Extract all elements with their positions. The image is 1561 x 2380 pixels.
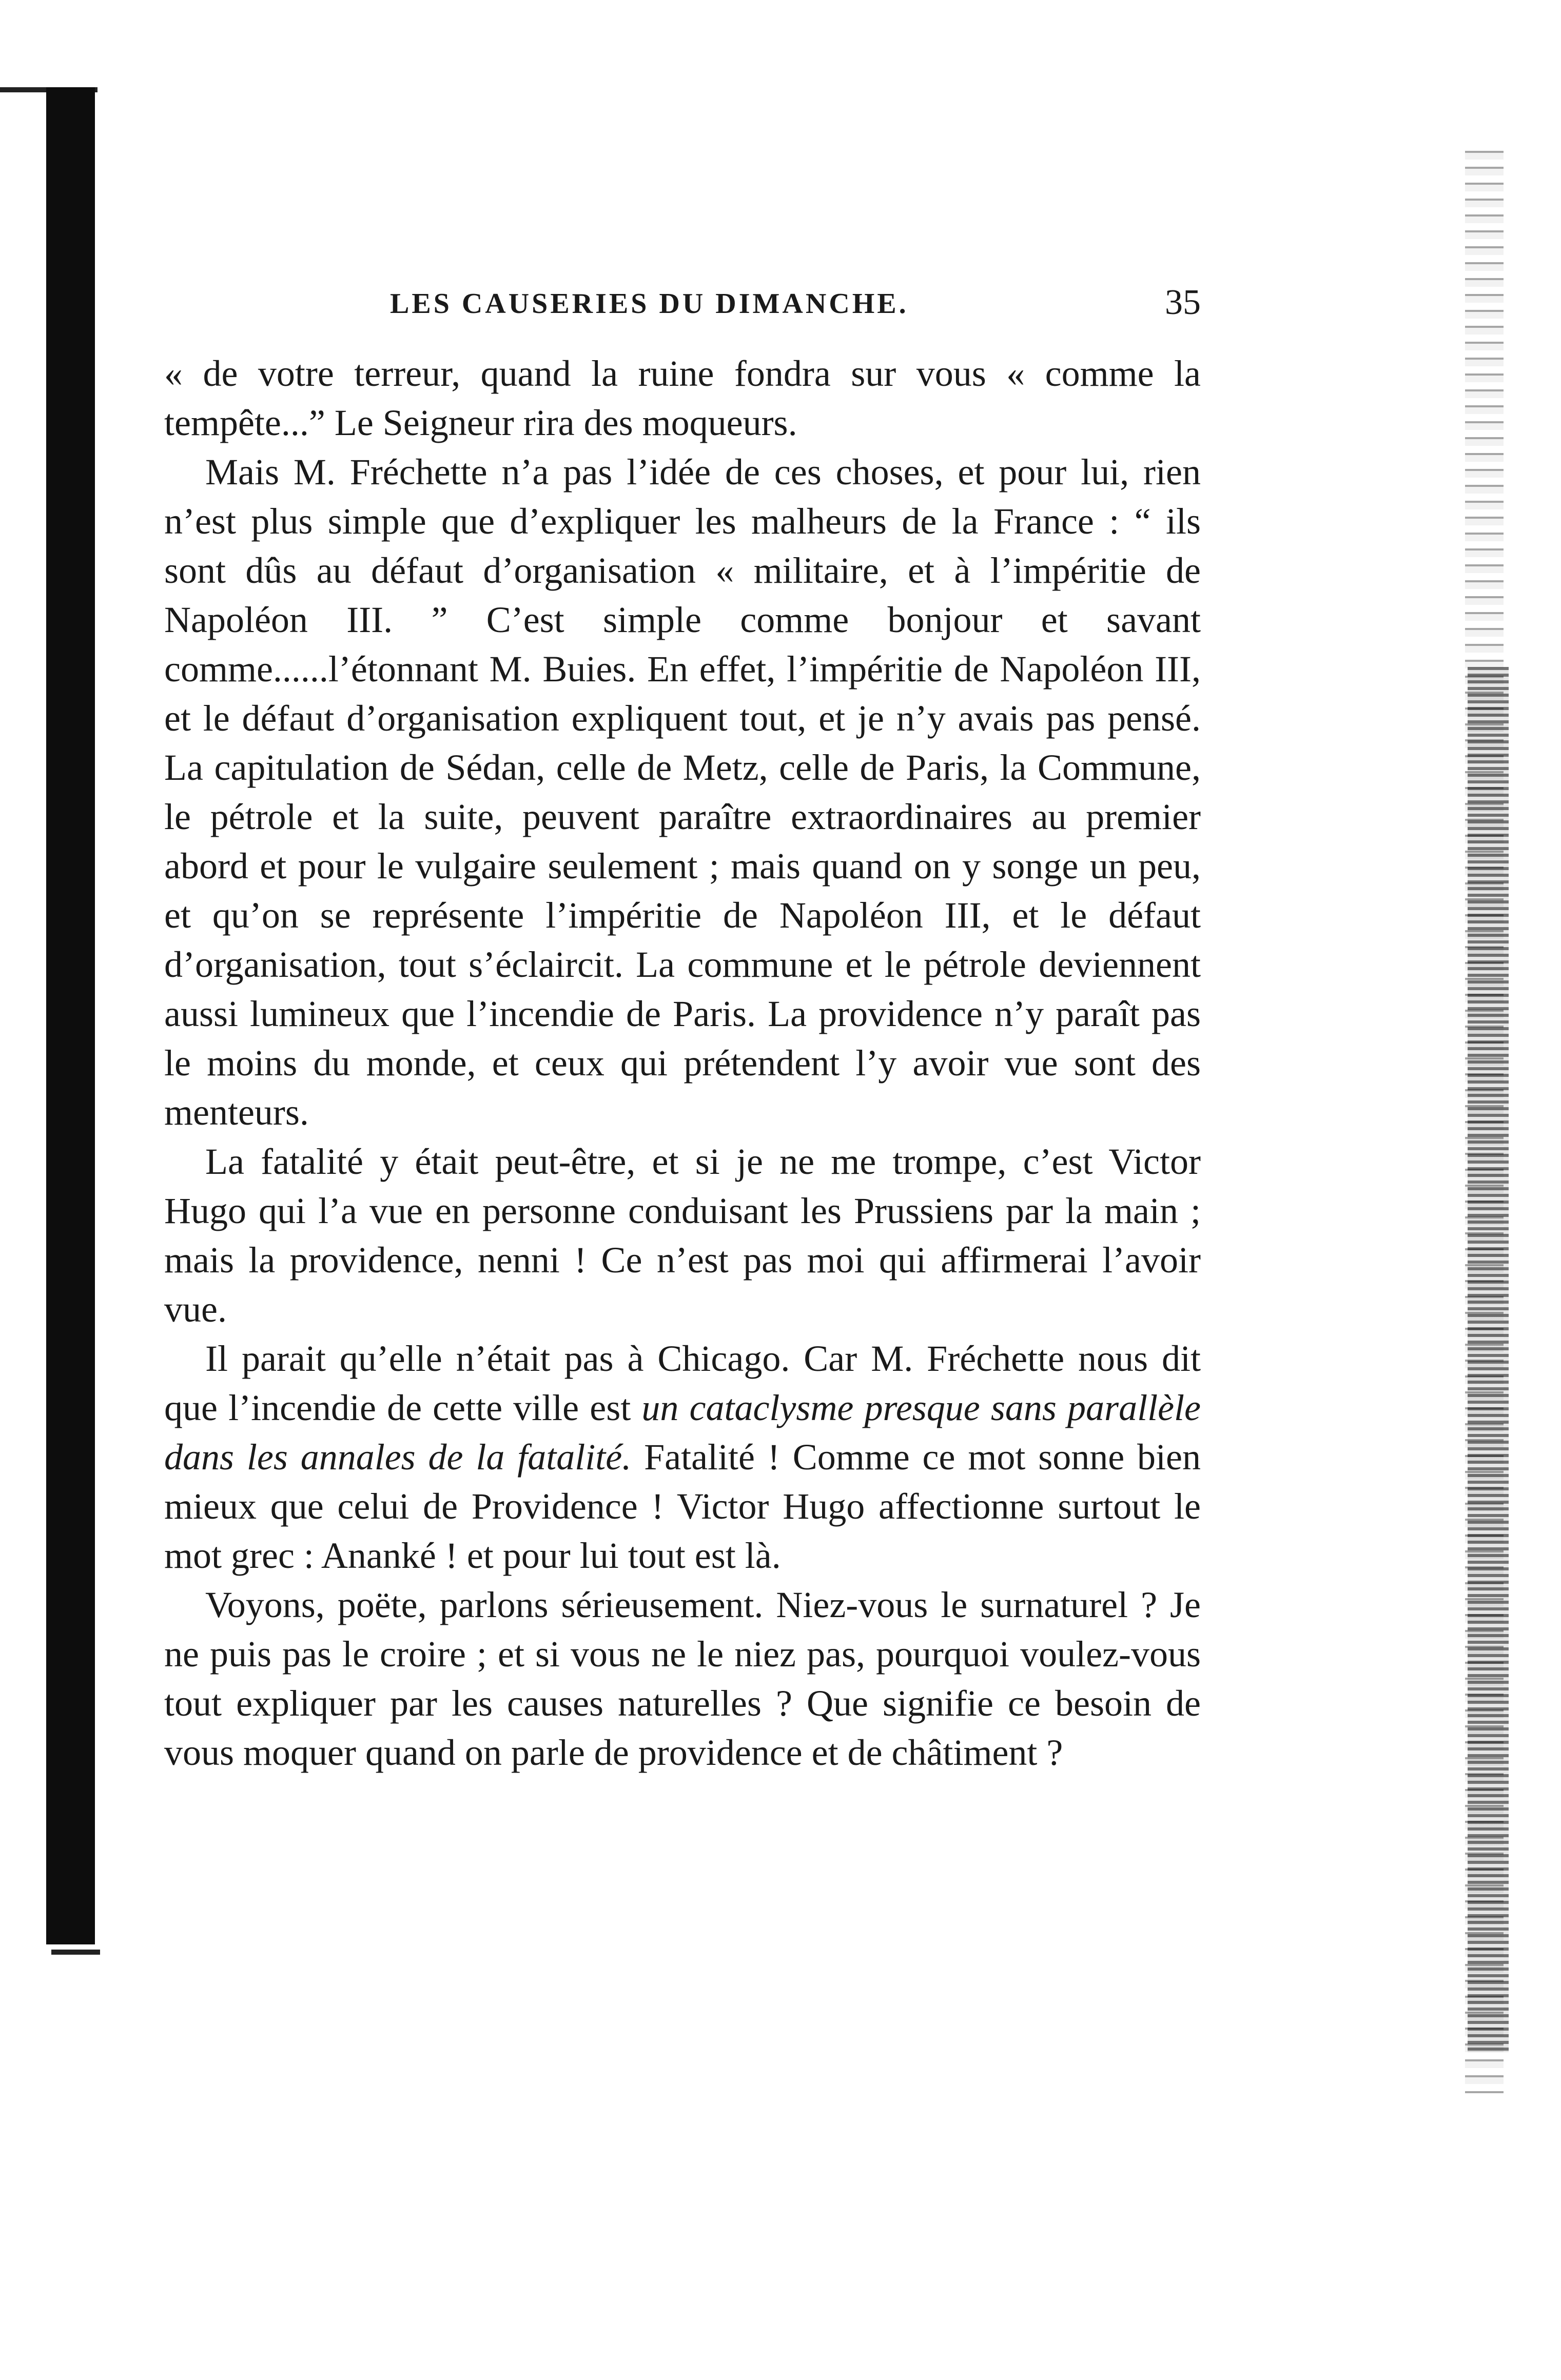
paragraph-4-text-before: Il parait qu’elle n’était pas à Chicago. Car M. Fréchette nous dit que l’incendie de cette ville est (164, 1338, 1201, 1428)
paragraph-4 (164, 1334, 1201, 1580)
binding-edge (46, 87, 95, 1944)
book-page (164, 277, 1201, 1777)
paragraph-4-text-after: Fatalité ! Comme ce mot sonne bien mieux que celui de Providence ! Victor Hugo affectionne surtout le mot grec : Ananké ! et pour lui tout est là. (164, 1437, 1201, 1576)
page-edge-noise-dense (1468, 667, 1509, 2052)
paragraph-4-italic-quote: un cataclysme presque sans parallèle dans les annales de la fatalité. (164, 1387, 1201, 1478)
running-head-title: LES CAUSERIES DU DIMANCHE. (390, 288, 909, 320)
paragraph-5: Voyons, poëte, parlons sérieusement. Niez-vous le surnaturel ? Je ne puis pas le croire ; et si vous ne le niez pas, pourquoi voulez-vous tout expliquer par les causes naturelles ? Que signifie ce besoin de vous moquer quand on parle de providence et de châtiment ? (164, 1584, 1201, 1773)
paragraph-3: La fatalité y était peut-être, et si je ne me trompe, c’est Victor Hugo qui l’a vue en personne conduisant les Prussiens par la main ; mais la providence, nenni ! Ce n’est pas moi qui affirmerai l’avoir vue. (164, 1141, 1201, 1330)
page-number: 35 (1165, 283, 1201, 322)
running-head (164, 277, 1201, 349)
paragraph-1: « de votre terreur, quand la ruine fondra sur vous « comme la tempête...” Le Seigneur rira des moqueurs. (164, 353, 1201, 443)
body-text (164, 349, 1201, 1777)
paragraph-2: Mais M. Fréchette n’a pas l’idée de ces choses, et pour lui, rien n’est plus simple que d’expliquer les malheurs de la France : “ ils sont dûs au défaut d’organisation « militaire, et à l’impéritie de Napoléon III. ” C’est simple comme bonjour et savant comme......l’étonnant M. Buies. En effet, l’impéritie de Napoléon III, et le défaut d’organisation expliquent tout, et je n’y avais pas pensé. La capitulation de Sédan, celle de Metz, celle de Paris, la Commune, le pétrole et la suite, peuvent paraître extraordinaires au premier abord et pour le vulgaire seulement ; mais quand on y songe un peu, et qu’on se représente l’impéritie de Napoléon III, et le défaut d’organisation, tout s’éclaircit. La commune et le pétrole deviennent aussi lumineux que l’incendie de Paris. La providence n’y paraît pas le moins du monde, et ceux qui prétendent l’y avoir vue sont des menteurs. (164, 451, 1201, 1133)
binding-edge-mark-bottom (51, 1950, 100, 1955)
